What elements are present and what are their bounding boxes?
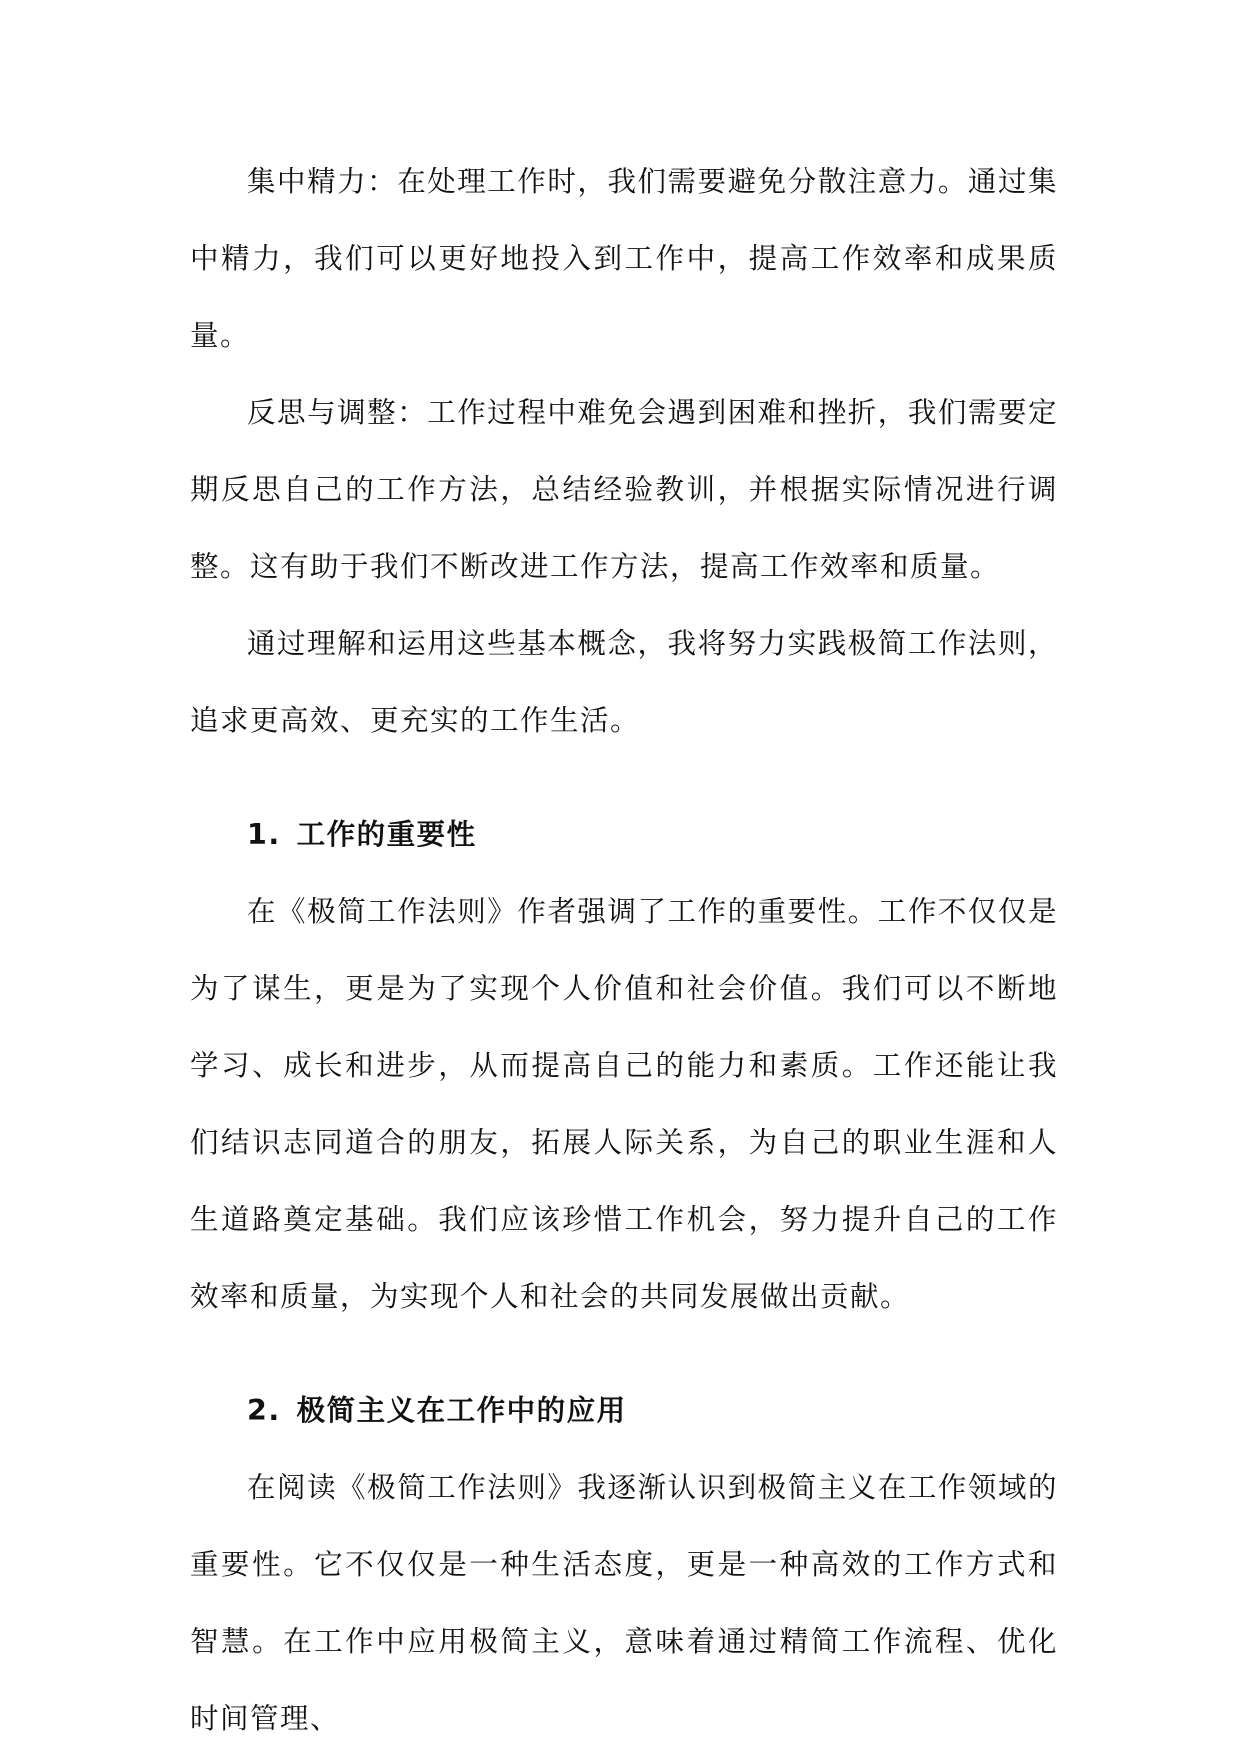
document-body bbox=[190, 143, 1058, 1757]
paragraph-minimalism: 在阅读《极简工作法则》我逐渐认识到极简主义在工作领域的重要性。它不仅仅是一种生活态度，更是一种高效的工作方式和智慧。在工作中应用极简主义，意味着通过精简工作流程、优化时间管理、 bbox=[190, 1471, 1058, 1735]
section-number: 2. bbox=[247, 1394, 281, 1427]
section-heading-2 bbox=[190, 1372, 1058, 1449]
section-title: 工作的重要性 bbox=[296, 818, 477, 851]
paragraph-focus: 集中精力：在处理工作时，我们需要避免分散注意力。通过集中精力，我们可以更好地投入到工作中，提高工作效率和成果质量。 bbox=[190, 165, 1058, 352]
section-title: 极简主义在工作中的应用 bbox=[296, 1394, 627, 1427]
paragraph-importance: 在《极简工作法则》作者强调了工作的重要性。工作不仅仅是为了谋生，更是为了实现个人价值和社会价值。我们可以不断地学习、成长和进步，从而提高自己的能力和素质。工作还能让我们结识志同道合的朋友，拓展人际关系，为自己的职业生涯和人生道路奠定基础。我们应该珍惜工作机会，努力提升自己的工作效率和质量，为实现个人和社会的共同发展做出贡献。 bbox=[190, 895, 1058, 1313]
section-heading-1 bbox=[190, 796, 1058, 873]
section-number: 1. bbox=[247, 818, 281, 851]
paragraph-reflection: 反思与调整：工作过程中难免会遇到困难和挫折，我们需要定期反思自己的工作方法，总结经验教训，并根据实际情况进行调整。这有助于我们不断改进工作方法，提高工作效率和质量。 bbox=[190, 396, 1058, 583]
section-spacer bbox=[190, 1335, 1058, 1372]
paragraph-summary: 通过理解和运用这些基本概念，我将努力实践极简工作法则，追求更高效、更充实的工作生活。 bbox=[190, 627, 1058, 737]
section-spacer bbox=[190, 759, 1058, 796]
